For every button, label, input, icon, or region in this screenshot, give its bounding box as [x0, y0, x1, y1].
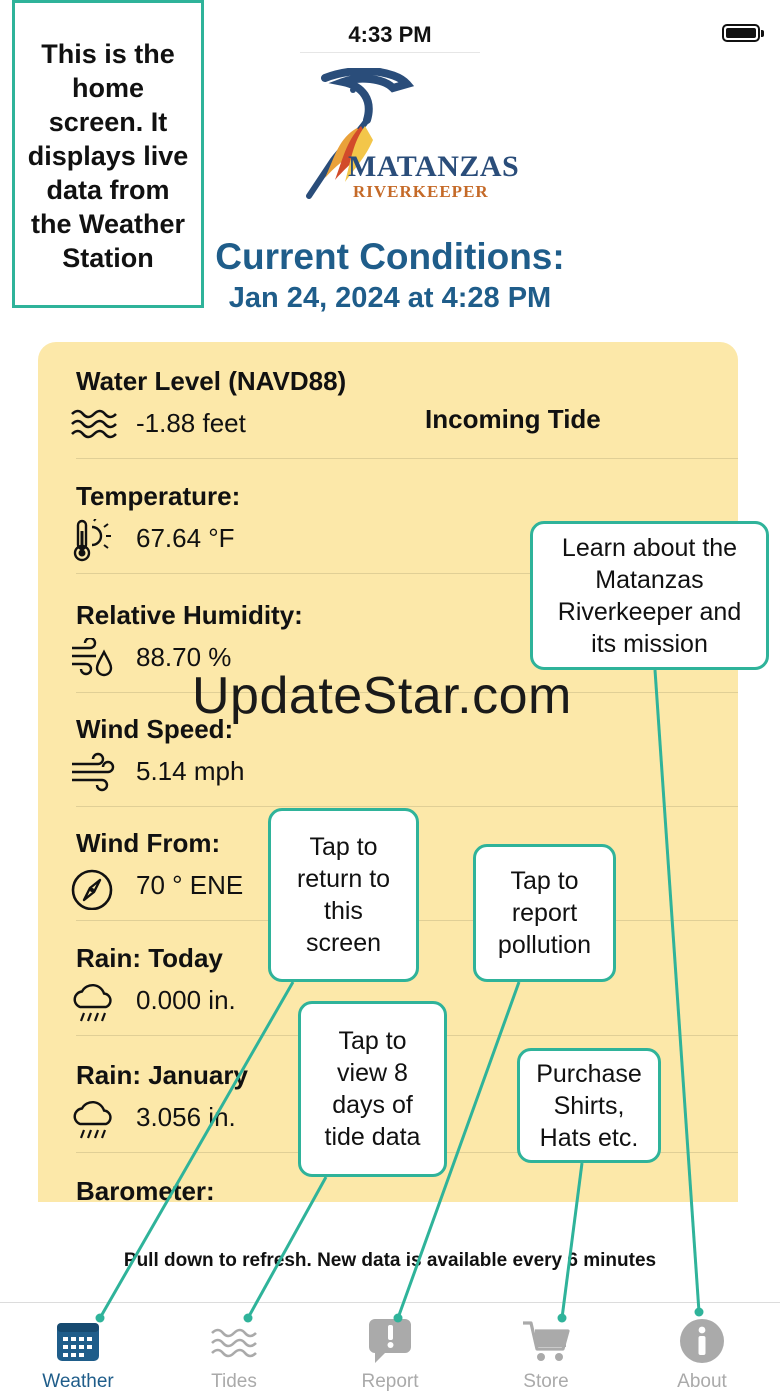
logo-subwordmark: RIVERKEEPER	[353, 182, 489, 201]
status-divider	[300, 52, 480, 53]
rain-cloud-icon	[70, 981, 118, 1025]
info-icon	[677, 1317, 727, 1365]
condition-label: Water Level (NAVD88)	[76, 366, 347, 396]
conditions-date: Jan 24, 2024 at 4:28 PM	[228, 282, 552, 314]
annotation-store: Purchase Shirts, Hats etc.	[517, 1048, 661, 1163]
tide-status: Incoming Tide	[425, 404, 601, 434]
divider	[76, 458, 738, 459]
condition-label: Wind From:	[76, 828, 221, 858]
tab-label: Report	[361, 1371, 419, 1392]
tab-bar	[0, 1302, 780, 1392]
tab-report[interactable]	[312, 1303, 468, 1392]
calendar-icon	[53, 1317, 103, 1365]
page-title: Current Conditions:	[215, 236, 565, 277]
condition-value: 88.70 %	[136, 642, 232, 672]
tab-label: Tides	[211, 1371, 257, 1392]
annotation-home: This is the home screen. It displays live data from the Weather Station	[12, 0, 204, 308]
rain-cloud-icon	[70, 1098, 118, 1142]
tab-label: Weather	[42, 1371, 114, 1392]
tab-label: Store	[523, 1371, 569, 1392]
tab-weather[interactable]	[0, 1303, 156, 1392]
waves-icon	[209, 1317, 259, 1365]
tab-tides[interactable]	[156, 1303, 312, 1392]
battery-icon	[722, 24, 760, 42]
tab-about[interactable]	[624, 1303, 780, 1392]
condition-label: Rain: Today	[76, 943, 223, 973]
refresh-hint: Pull down to refresh. New data is available every 6 minutes	[123, 1250, 657, 1271]
condition-value: -1.88 feet	[136, 408, 246, 438]
thermometer-sun-icon	[70, 519, 118, 563]
watermark: UpdateStar.com	[192, 667, 572, 725]
tab-label: About	[677, 1371, 727, 1392]
wind-icon	[70, 752, 118, 796]
compass-icon	[70, 866, 118, 910]
cart-icon	[521, 1317, 571, 1365]
condition-value: 5.14 mph	[136, 756, 245, 786]
condition-value: 0.000 in.	[136, 985, 236, 1015]
humidity-icon	[70, 638, 118, 682]
condition-label: Barometer:	[76, 1176, 215, 1206]
logo-wordmark: MATANZAS	[348, 150, 520, 183]
annotation-report: Tap to report pollution	[473, 844, 616, 982]
annotation-weather: Tap to return to this screen	[268, 808, 419, 982]
annotation-tides: Tap to view 8 days of tide data	[298, 1001, 447, 1177]
report-bubble-icon	[365, 1317, 415, 1365]
tab-store[interactable]	[468, 1303, 624, 1392]
condition-value: 67.64 °F	[136, 523, 235, 553]
condition-value: 70 ° ENE	[136, 870, 244, 900]
condition-label: Temperature:	[76, 481, 241, 511]
condition-label: Relative Humidity:	[76, 600, 303, 630]
condition-label: Rain: January	[76, 1060, 248, 1090]
condition-label: Wind Speed:	[76, 714, 234, 744]
waves-icon	[70, 404, 118, 448]
divider	[76, 806, 738, 807]
status-time: 4:33 PM	[348, 22, 432, 47]
condition-value: 3.056 in.	[136, 1102, 236, 1132]
annotation-about: Learn about the Matanzas Riverkeeper and its mission	[530, 521, 769, 670]
